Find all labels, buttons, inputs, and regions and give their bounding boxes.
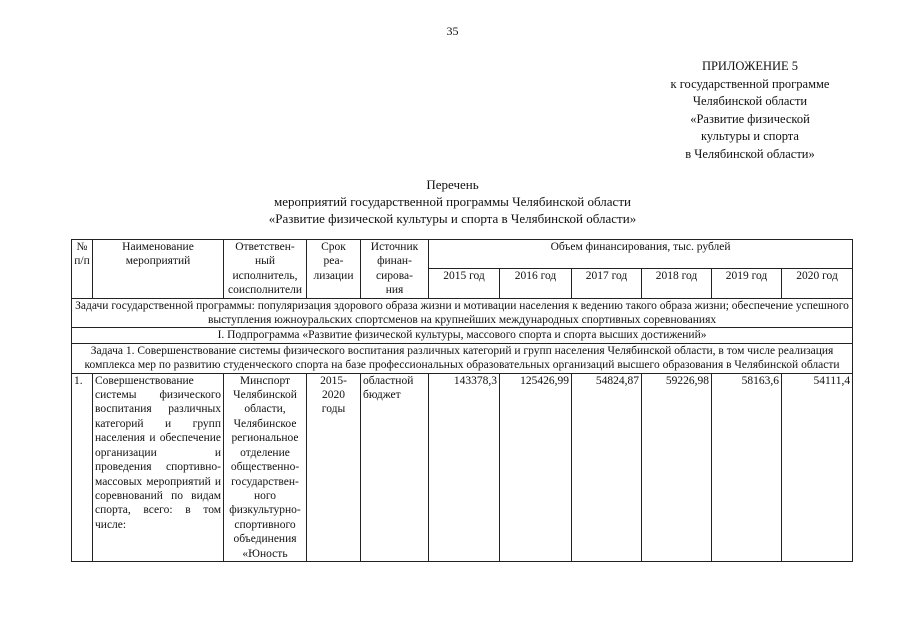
row-num: 1. xyxy=(72,373,93,561)
appendix-line: к государственной программе xyxy=(670,76,830,91)
row-source: областной бюджет xyxy=(361,373,429,561)
title-line: «Развитие физической культуры и спорта в Челябинской области» xyxy=(268,211,637,226)
header-year: 2018 год xyxy=(642,269,712,298)
title-line: Перечень xyxy=(426,177,479,192)
row-term: 2015- 2020 годы xyxy=(307,373,361,561)
row-value-2016: 125426,99 xyxy=(500,373,572,561)
program-tasks: Задачи государственной программы: популяризация здорового образа жизни и мотивации населения к ведению такого образа жизни; обеспечение успешного выступления южноуральских спортсменов на крупнейших международных спортивных соревнованиях xyxy=(72,298,853,328)
appendix-line: культуры и спорта xyxy=(701,129,799,143)
header-name: Наименование мероприятий xyxy=(93,240,224,299)
subprogram-title: I. Подпрограмма «Развитие физической культуры, массового спорта и спорта высших достижений» xyxy=(72,328,853,343)
header-year: 2015 год xyxy=(429,269,500,298)
header-term: Срок реа- лизации xyxy=(307,240,361,299)
header-responsible: Ответствен- ный исполнитель, соисполнители xyxy=(224,240,307,299)
header-row xyxy=(72,240,853,269)
row-value-2017: 54824,87 xyxy=(572,373,642,561)
appendix-line: ПРИЛОЖЕНИЕ 5 xyxy=(701,59,799,73)
activities-table xyxy=(71,239,853,562)
header-num: № п/п xyxy=(72,240,93,299)
page-number: 35 xyxy=(446,24,459,38)
task-1-title: Задача 1. Совершенствование системы физического воспитания различных категорий и групп населения Челябинской области, в том числе реализация комплекса мер по развитию студенческого спорта на базе профессиональных образовательных организаций высшего образования в Челябинской области xyxy=(72,343,853,373)
table-row xyxy=(72,373,853,561)
appendix-header xyxy=(600,58,900,163)
document-title xyxy=(0,176,905,227)
appendix-line: «Развитие физической xyxy=(690,111,810,126)
task-row xyxy=(72,343,853,373)
row-value-2018: 59226,98 xyxy=(642,373,712,561)
appendix-line: в Челябинской области» xyxy=(685,146,815,161)
appendix-line: Челябинской области xyxy=(692,94,808,108)
row-value-2020: 54111,4 xyxy=(782,373,853,561)
row-value-2019: 58163,6 xyxy=(712,373,782,561)
header-source: Источник финан- сирова- ния xyxy=(361,240,429,299)
header-year: 2017 год xyxy=(572,269,642,298)
subprogram-row xyxy=(72,328,853,343)
header-funding: Объем финансирования, тыс. рублей xyxy=(429,240,853,269)
tasks-row xyxy=(72,298,853,328)
header-year: 2020 год xyxy=(782,269,853,298)
row-responsible: Минспорт Челябинской области, Челябинское региональное отделение общественно- государствен- ного физкультурно- спортивного объединения «Юность xyxy=(224,373,307,561)
header-year: 2016 год xyxy=(500,269,572,298)
header-year: 2019 год xyxy=(712,269,782,298)
row-value-2015: 143378,3 xyxy=(429,373,500,561)
row-activity-name: Совершенствование системы физического воспитания различных категорий и групп населения и обеспечение организации и проведения спортивно-массовых мероприятий и соревнований по видам спорта, всего: в том числе: xyxy=(93,373,224,561)
title-line: мероприятий государственной программы Челябинской области xyxy=(274,194,631,209)
